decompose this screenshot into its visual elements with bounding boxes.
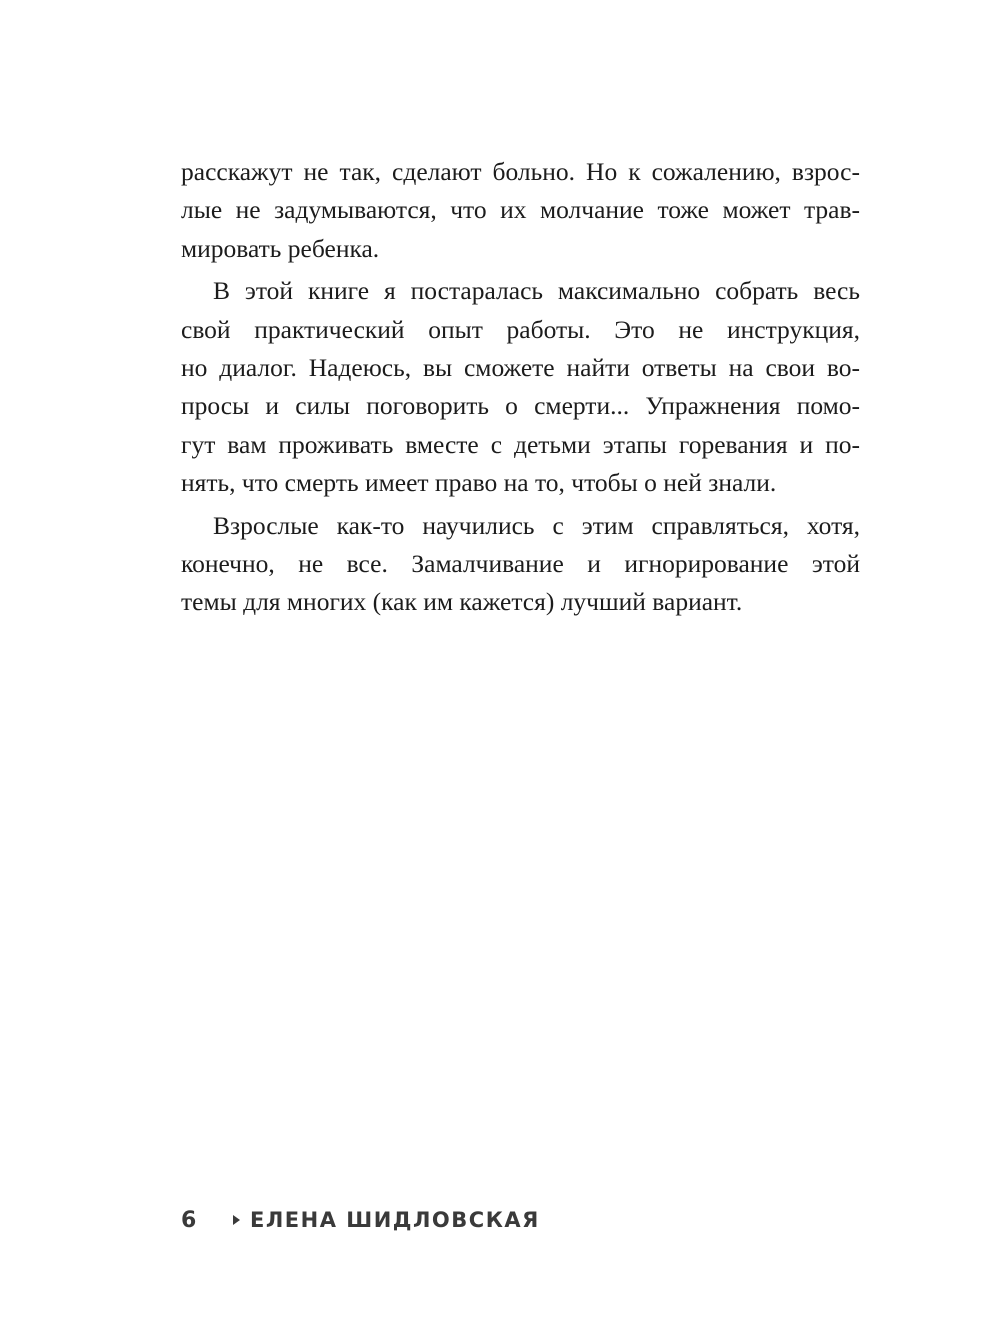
page-footer: [181, 1203, 540, 1237]
text-line: лые не задумываются, что их молчание тоже может трав-: [181, 195, 860, 225]
text-line: просы и силы поговорить о смерти... Упражнения помо-: [181, 391, 860, 421]
text-line: нять, что смерть имеет право на то, чтобы о ней знали.: [181, 468, 777, 498]
text-line: но диалог. Надеюсь, вы сможете найти ответы на свои во-: [181, 352, 860, 382]
paragraph: [181, 272, 860, 502]
triangle-right-icon: [233, 1215, 240, 1225]
text-line: конечно, не все. Замалчивание и игнорирование этой: [181, 548, 860, 578]
paragraph: [181, 153, 860, 268]
paragraph: [181, 507, 860, 622]
text-line: В этой книге я постаралась максимально собрать весь: [213, 276, 860, 306]
text-line: мировать ребенка.: [181, 233, 380, 263]
page-body: [181, 153, 860, 622]
text-line: темы для многих (как им кажется) лучший вариант.: [181, 587, 743, 617]
text-line: свой практический опыт работы. Это не инструкция,: [181, 314, 860, 344]
running-footer-author: ЕЛЕНА ШИДЛОВСКАЯ: [250, 1208, 540, 1232]
text-line: гут вам проживать вместе с детьми этапы горевания и по-: [181, 429, 860, 459]
text-line: Взрослые как-то научились с этим справляться, хотя,: [213, 510, 860, 540]
text-line: расскажут не так, сделают больно. Но к сожалению, взрос-: [181, 157, 860, 186]
page-number: 6: [181, 1207, 197, 1233]
